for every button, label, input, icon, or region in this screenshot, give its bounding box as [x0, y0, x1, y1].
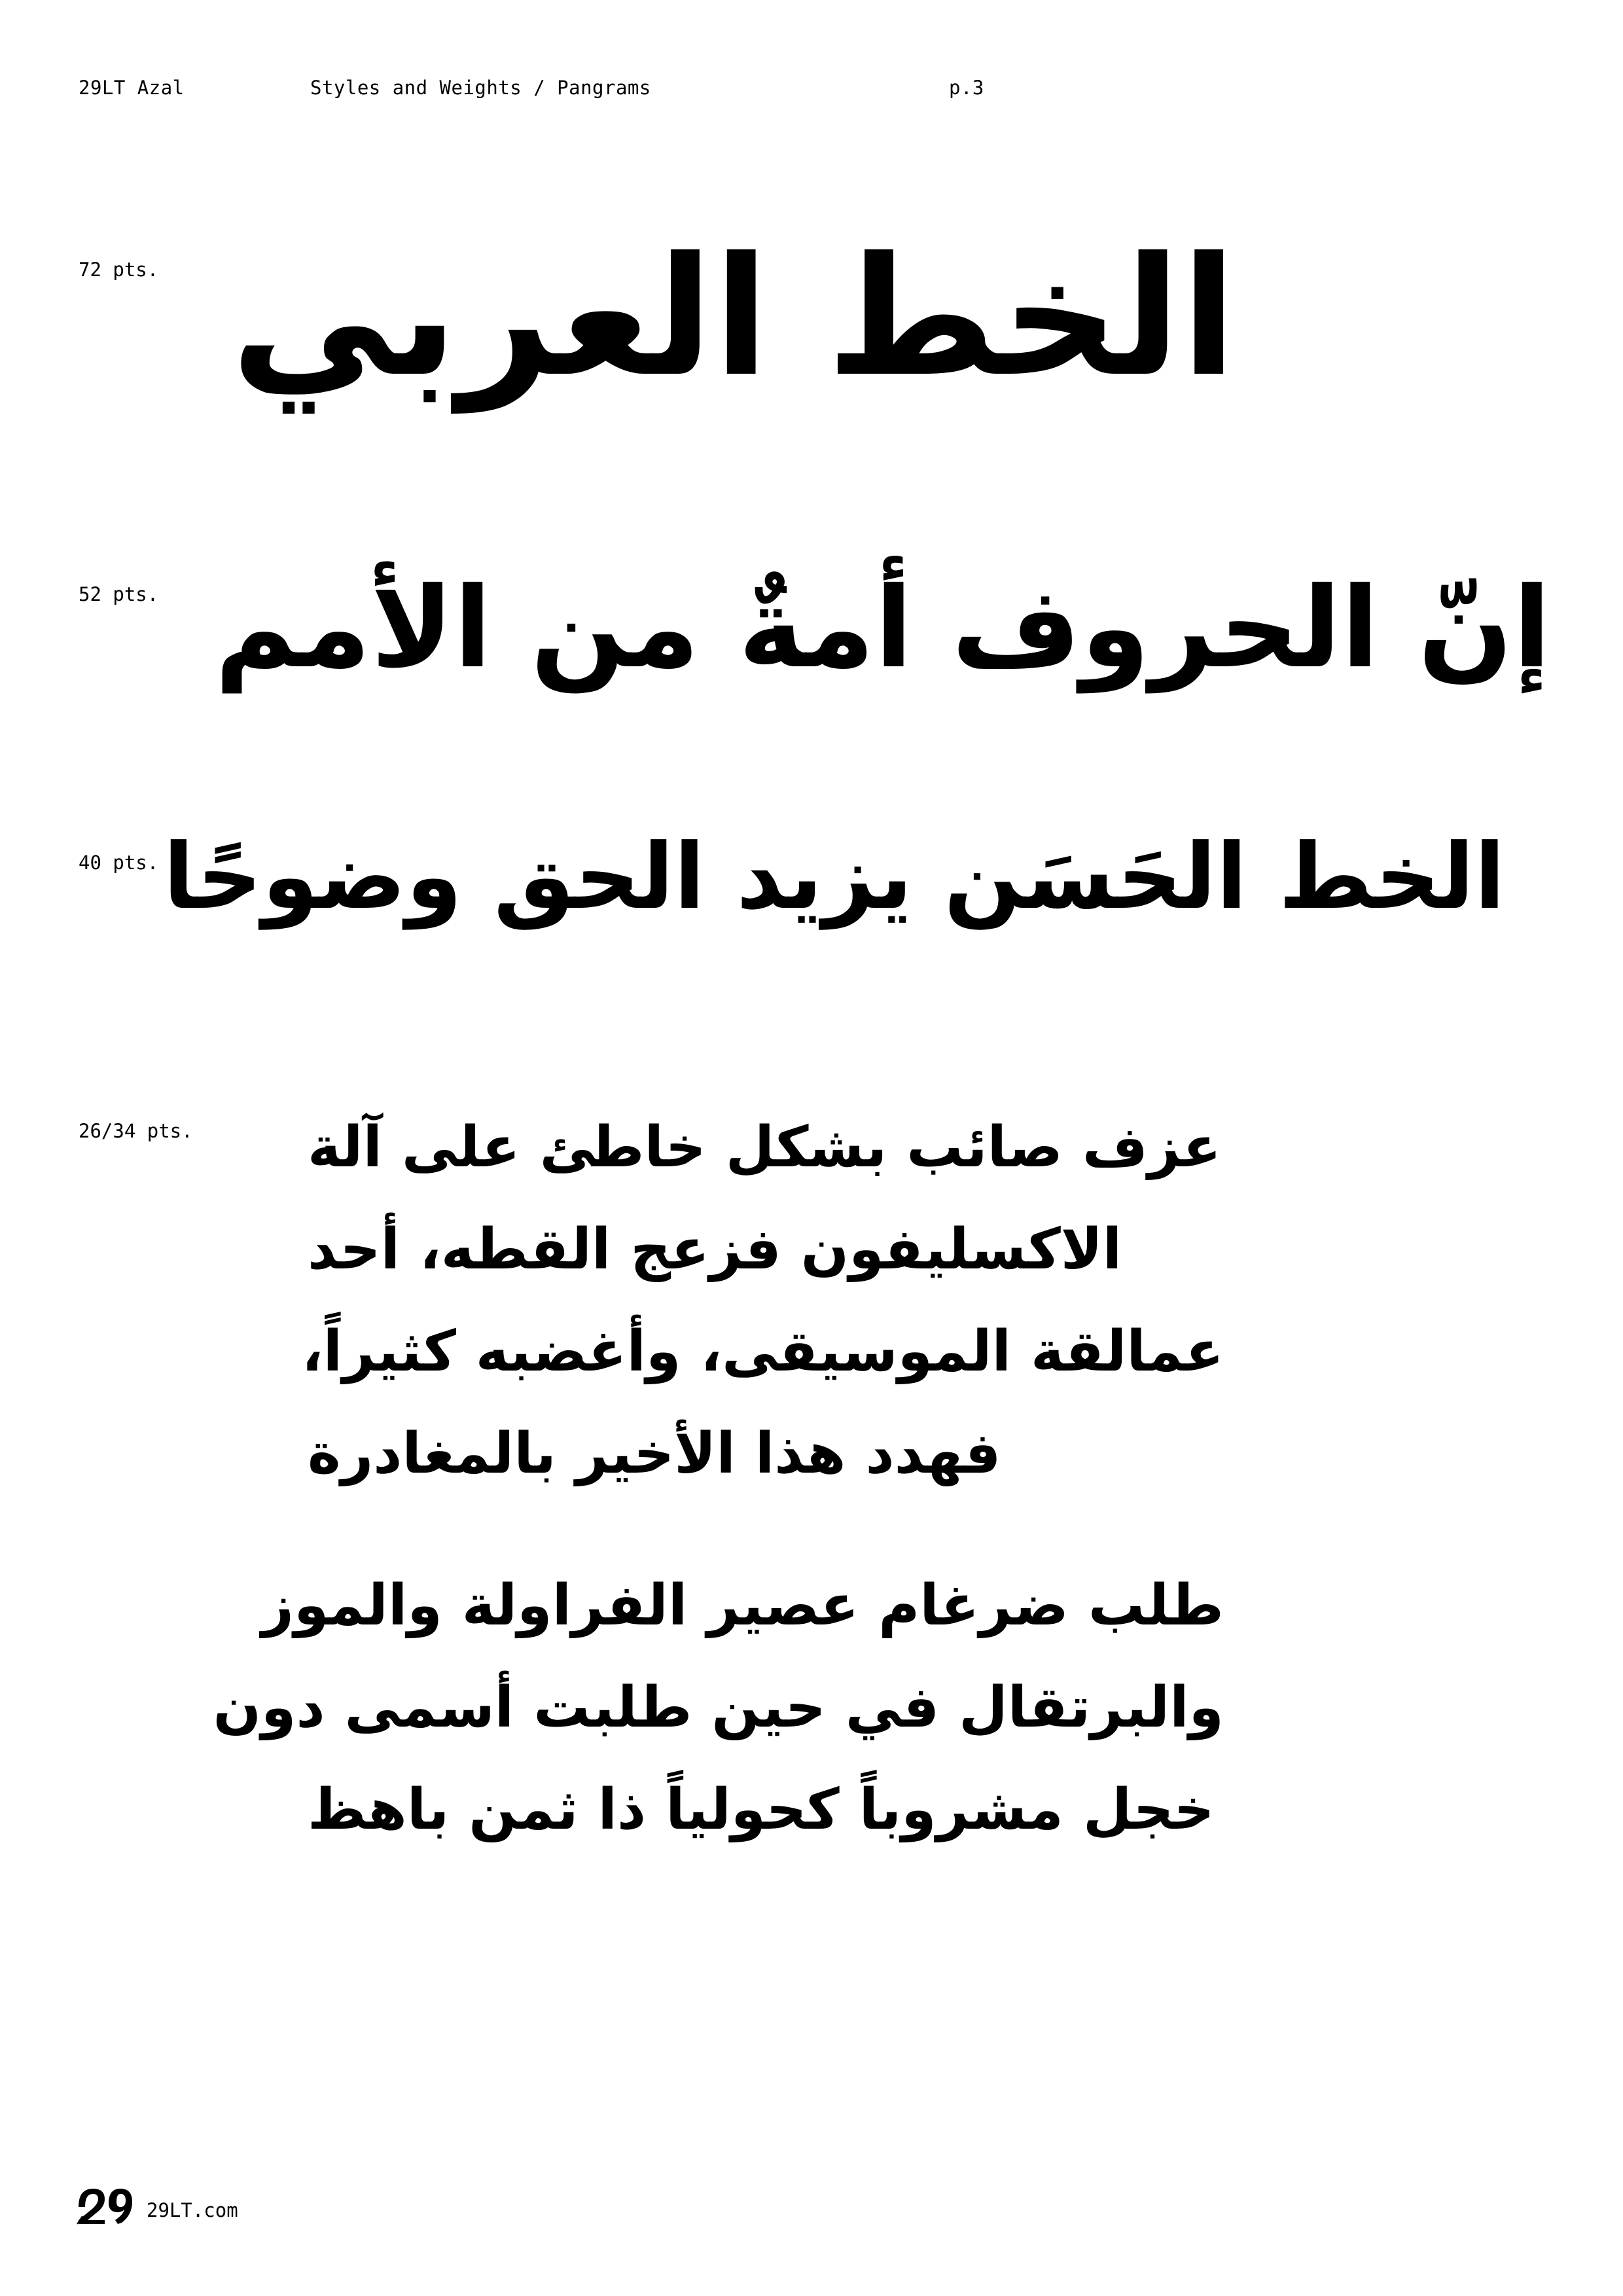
pangram-line: عزف صائب بشكل خاطئ على آلة	[308, 1115, 1222, 1180]
footer-url: 29LT.com	[147, 2199, 238, 2221]
size-label-26-34: 26/34 pts.	[79, 1120, 193, 1142]
size-label-52: 52 pts.	[79, 583, 159, 605]
sample-text-40pt	[163, 815, 1505, 939]
pangram-line: فهدد هذا الأخير بالمغادرة	[308, 1421, 1001, 1486]
pangram-line: خجل مشروباً كحولياً ذا ثمن باهظ	[308, 1777, 1215, 1842]
pangram-line: عمالقة الموسيقى، وأغضبه كثيراً،	[301, 1319, 1224, 1384]
sample-text-52pt	[215, 550, 1551, 707]
sample-text-72pt	[230, 206, 1237, 429]
header-section-title: Styles and Weights / Pangrams	[310, 77, 651, 99]
sample-text-52pt-content: إنّ الحروف أمةٌ من الأمم	[215, 564, 1551, 693]
sample-text-40pt-content: الخط الحَسَن يزيد الحق وضوحًا	[163, 824, 1505, 929]
header-page-number: p.3	[949, 77, 984, 99]
pangram-line: والبرتقال في حين طلبت أسمى دون	[213, 1675, 1224, 1740]
pangram-paragraph-2	[213, 1554, 1224, 1861]
size-label-72: 72 pts.	[79, 259, 159, 281]
pangram-line: الاكسليفون فزعج القطه، أحد	[308, 1217, 1122, 1282]
pangram-line: طلب ضرغام عصير الفراولة والموز	[261, 1573, 1224, 1638]
pangram-paragraph-1	[301, 1096, 1224, 1505]
header-font-name: 29LT Azal	[79, 77, 185, 99]
29lt-logo-icon	[76, 2185, 135, 2225]
size-label-40: 40 pts.	[79, 852, 159, 874]
sample-text-72pt-content: الخط العربي	[230, 222, 1237, 412]
